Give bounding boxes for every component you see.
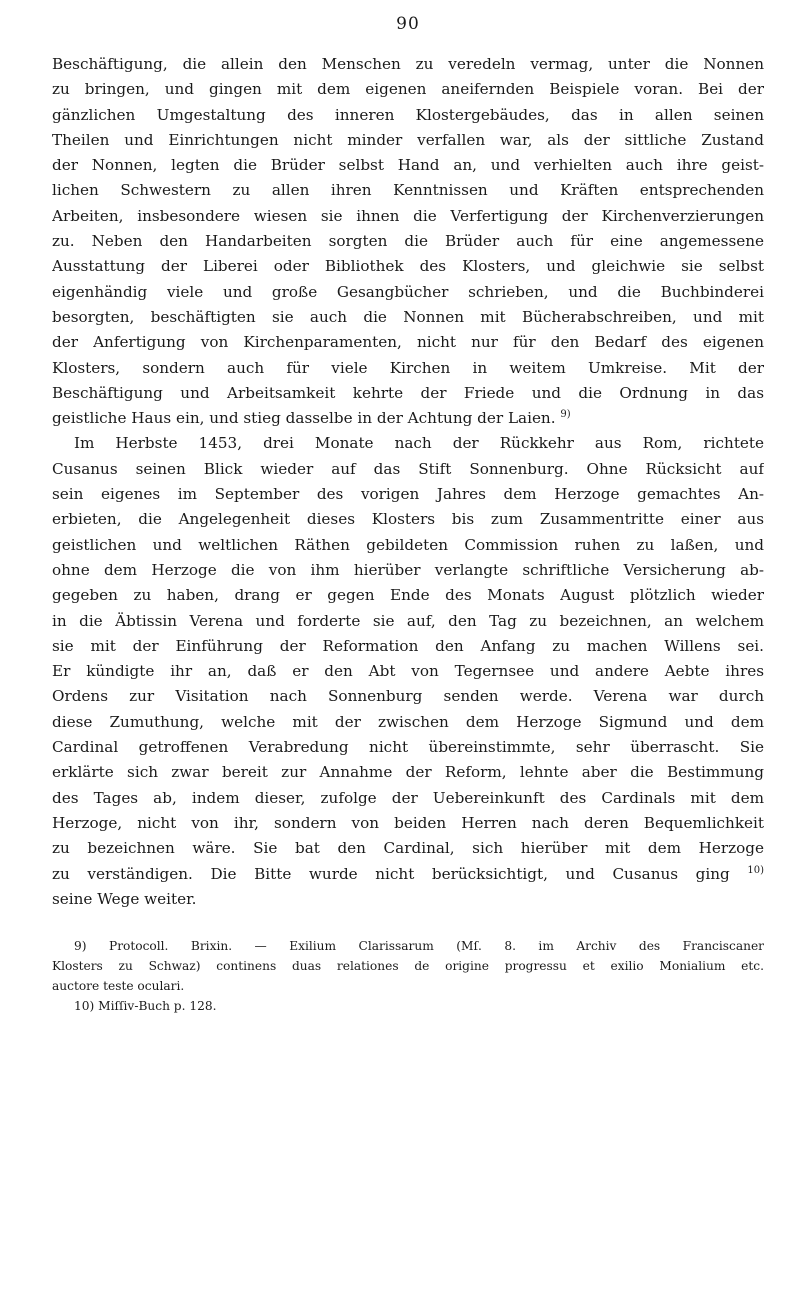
- footnote-ref-10: 10): [747, 864, 764, 876]
- text-line: lichen Schwestern zu allen ihren Kenntnissen und Kräften entsprechenden: [52, 181, 764, 200]
- document-page: [52, 14, 764, 1016]
- footnote-line: 9) Protocoll. Brixin. — Exilium Clarissarum (Mſ. 8. im Archiv des Franciscaner: [74, 939, 764, 954]
- text-line: besorgten, beschäftigten sie auch die Nonnen mit Bücherabschreiben, und mit: [52, 307, 764, 326]
- text-line: Klosters, sondern auch für viele Kirchen in weitem Umkreise. Mit der: [52, 358, 764, 377]
- text-line: Cardinal getroffenen Verabredung nicht übereinstimmte, sehr überrascht. Sie: [52, 738, 764, 757]
- text-line: Arbeiten, insbesondere wiesen sie ihnen die Verfertigung der Kirchenverzierungen: [52, 206, 764, 225]
- footnote-line: 10) Miſſiv-Buch p. 128.: [74, 999, 217, 1014]
- text-line: zu. Neben den Handarbeiten sorgten die Brüder auch für eine angemessene: [52, 232, 764, 251]
- text-line: Ordens zur Visitation nach Sonnenburg senden werde. Verena war durch: [52, 687, 764, 706]
- footnote-line: Klosters zu Schwaz) continens duas relationes de origine progressu et exilio Monialium etc.: [52, 959, 764, 974]
- text-line: erbieten, die Angelegenheit dieses Klosters bis zum Zusammentritte einer aus: [52, 510, 764, 529]
- text-line: ohne dem Herzoge die von ihm hierüber verlangte schriftliche Versicherung ab-: [52, 560, 764, 579]
- text-line: der Anfertigung von Kirchenparamenten, nicht nur für den Bedarf des eigenen: [52, 333, 764, 352]
- text-line: Theilen und Einrichtungen nicht minder verfallen war, als der sittliche Zustand: [52, 130, 764, 149]
- text-line: diese Zumuthung, welche mit der zwischen dem Herzoge Sigmund und dem: [52, 712, 764, 731]
- text-line: zu bezeichnen wäre. Sie bat den Cardinal, sich hierüber mit dem Herzoge: [52, 839, 764, 858]
- text-line: gegeben zu haben, drang er gegen Ende des Monats August plötzlich wieder: [52, 586, 764, 605]
- text-line: seine Wege weiter.: [52, 889, 197, 908]
- footnotes: [52, 936, 764, 1016]
- text-line: Herzoge, nicht von ihr, sondern von beiden Herren nach deren Bequemlichkeit: [52, 813, 764, 832]
- text-line: sein eigenes im September des vorigen Jahres dem Herzoge gemachtes An-: [52, 485, 764, 504]
- text-line: des Tages ab, indem dieser, zufolge der Uebereinkunft des Cardinals mit dem: [52, 788, 764, 807]
- text-line: Ausstattung der Liberei oder Bibliothek des Klosters, und gleichwie sie selbst: [52, 257, 764, 276]
- footnote-line: auctore teste oculari.: [52, 979, 185, 994]
- text-line: geistliche Haus ein, und stieg dasselbe in der Achtung der Laien. $^{9)}$: [52, 409, 571, 428]
- footnote-9: [52, 936, 764, 996]
- text-line: der Nonnen, legten die Brüder selbst Hand an, und verhielten auch ihre geist-: [52, 156, 764, 175]
- footnote-ref-9: 9): [560, 409, 571, 421]
- text-line: in die Äbtissin Verena und forderte sie auf, den Tag zu bezeichnen, an welchem: [52, 611, 764, 630]
- footnote-marker: 10): [74, 999, 95, 1014]
- footnote-marker: 9): [74, 939, 87, 954]
- text-line: geistlichen und weltlichen Räthen gebildeten Commission ruhen zu laßen, und: [52, 535, 764, 554]
- text-line: eigenhändig viele und große Gesangbücher schrieben, und die Buchbinderei: [52, 282, 764, 301]
- text-line: zu verständigen. Die Bitte wurde nicht berücksichtigt, und Cusanus ging $^{10)}$: [52, 864, 764, 883]
- page-number: 90: [396, 14, 420, 34]
- text-line: zu bringen, und gingen mit dem eigenen aneifernden Beispiele voran. Bei der: [52, 80, 764, 99]
- text-line: erklärte sich zwar bereit zur Annahme der Reform, lehnte aber die Bestimmung: [52, 763, 764, 782]
- text-line: Im Herbste 1453, drei Monate nach der Rückkehr aus Rom, richtete: [74, 434, 764, 453]
- text-line: Beschäftigung und Arbeitsamkeit kehrte der Friede und die Ordnung in das: [52, 383, 764, 402]
- text-line: Cusanus seinen Blick wieder auf das Stift Sonnenburg. Ohne Rücksicht auf: [52, 459, 764, 478]
- text-line: Beschäftigung, die allein den Menschen zu veredeln vermag, unter die Nonnen: [52, 55, 764, 73]
- text-line: gänzlichen Umgestaltung des inneren Klostergebäudes, das in allen seinen: [52, 105, 764, 124]
- footnote-10: [52, 996, 764, 1016]
- text-line: Er kündigte ihr an, daß er den Abt von Tegernsee und andere Aebte ihres: [52, 662, 764, 681]
- text-line: sie mit der Einführung der Reformation den Anfang zu machen Willens sei.: [52, 636, 764, 655]
- main-text: [52, 52, 764, 912]
